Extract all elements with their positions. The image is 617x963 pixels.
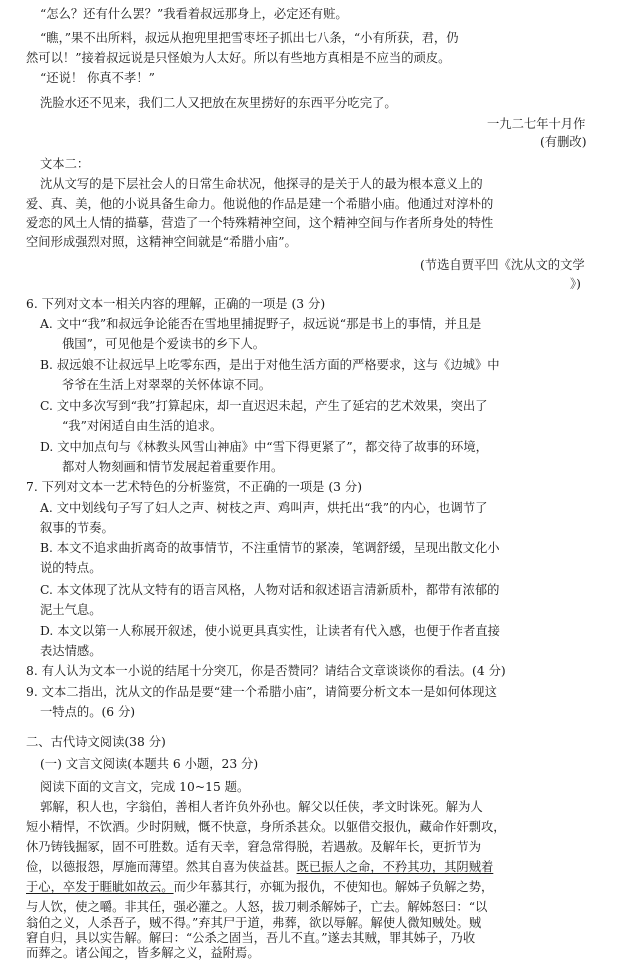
- option-a: 叙事的节奏。: [40, 521, 114, 535]
- option-d: D. 文中加点句与《林教头风雪山神庙》中“雪下得更紧了”，都交待了故事的环境，: [40, 440, 488, 454]
- option-b: B. 本文不追求曲折离奇的故事情节，不注重情节的紧凑，笔调舒缓，呈现出散文化小: [40, 541, 500, 555]
- classical-text-line: [26, 879, 493, 897]
- option-d: 都对人物刻画和情节发展起着重要作用。: [62, 460, 284, 474]
- option-a: A. 文中划线句子写了妇人之声、树枝之声、鸡叫声，烘托出“我”的内心，也调节了: [40, 501, 488, 515]
- classical-text-line: 郭解，积人也，字翁伯，善相人者许负外孙也。解父以任侠，孝文时诛死。解为人: [40, 800, 483, 814]
- classical-text-line: [26, 859, 493, 877]
- text2-source: (节选自贾平凹《沈从文的文学: [420, 258, 585, 272]
- underlined-sentence: 于心，卒发于睚眦如故云。: [26, 880, 174, 894]
- text-segment: 而少年慕其行，亦辄为报仇，不使知也。解姊子负解之势，: [173, 880, 494, 894]
- text1-paragraph: “怎么？还有什么罢？”我看着叔远那身上，必定还有赃。: [40, 7, 348, 21]
- classical-text-line: 而葬之。诸公闻之，皆多解之义，益附焉。: [26, 946, 260, 960]
- text2-line: 空间形成强烈对照，这精神空间就是“希腊小庙”。: [26, 235, 297, 249]
- option-d: D. 本文以第一人称展开叙述，使小说更具真实性，让读者有代入感，也便于作者直接: [40, 624, 500, 638]
- text1-date: 一九二七年十月作: [487, 117, 586, 131]
- text-segment: 俭，以德报怨，厚施而薄望。然其自喜为侠益甚。: [26, 860, 297, 874]
- option-b: B. 叔远娘不让叔远早上吃零东西，是出于对他生活方面的严格要求，这与《边城》中: [40, 358, 500, 372]
- option-c: 泥土气息。: [40, 603, 102, 617]
- reading-instruction: 阅读下面的文言文，完成 10~15 题。: [40, 780, 250, 794]
- text1-paragraph: 然可以！”接着叔远说是只怪娘为人太好。所以有些地方真相是不应当的顽皮。: [26, 51, 451, 65]
- classical-text-line: 与人饮，使之嚼。非其任，强必灌之。人怒，拔刀刺杀解姊子，亡去。解姊怒曰：“以: [26, 900, 488, 914]
- option-a: 俄国”，可见他是个爱读书的乡下人。: [62, 337, 266, 351]
- question-8: 8. 有人认为文本一小说的结尾十分突兀，你是否赞同？请结合文章谈谈你的看法。(4 分): [26, 664, 506, 678]
- text2-heading: 文本二：: [40, 157, 90, 171]
- question-9: 一特点的。(6 分): [40, 705, 136, 719]
- text1-note: (有删改): [540, 135, 587, 149]
- option-c: C. 本文体现了沈从文特有的语言风格，人物对话和叙述语言清新质朴，都带有浓郁的: [40, 583, 500, 597]
- underlined-sentence: 既已振人之命，不矜其功，其阴贼着: [296, 860, 494, 874]
- text1-paragraph: 洗脸水还不见来，我们二人又把放在灰里捞好的东西平分吃完了。: [40, 96, 397, 110]
- text2-line: 爱恋的风土人情的描摹，营造了一个特殊精神空间，这个精神空间与作者所身处的特性: [26, 216, 494, 230]
- option-d: 表达情感。: [40, 644, 102, 658]
- text2-source: 》): [570, 277, 581, 291]
- option-b: 爷爷在生活上对翠翠的关怀体谅不同。: [62, 378, 272, 392]
- text1-paragraph: “瞧，”果不出所料，叔远从抱兜里把雪枣坯子抓出七八条，“小有所获，君，仍: [40, 31, 459, 45]
- section-title: 二、古代诗文阅读(38 分): [26, 735, 166, 749]
- classical-text-line: 休乃铸钱掘冢，固不可胜数。适有天幸，窘急常得脱，若遇赦。及解年长，更折节为: [26, 840, 481, 854]
- question-6-stem: 6. 下列对文本一相关内容的理解，正确的一项是 (3 分): [26, 297, 326, 311]
- option-c: “我”对闲适自由生活的追求。: [62, 419, 223, 433]
- question-9: 9. 文本二指出，沈从文的作品是要“建一个希腊小庙”，请简要分析文本一是如何体现这: [26, 685, 497, 699]
- text2-line: 沈从文写的是下层社会人的日常生命状况，他探寻的是关于人的最为根本意义上的: [40, 177, 483, 191]
- classical-text-line: 窘自归，具以实告解。解曰：“公杀之固当，吾儿不直。”遂去其贼，罪其姊子，乃收: [26, 931, 476, 945]
- option-b: 说的特点。: [40, 561, 102, 575]
- option-a: A. 文中“我”和叔远争论能否在雪地里捕捉野子，叔远说“那是书上的事情，并且是: [40, 317, 482, 331]
- classical-text-line: 翁伯之义，人杀吾子，贼不得。”弃其尸于道，弗葬，欲以辱解。解使人微知贼处。贼: [26, 916, 482, 930]
- classical-text-line: 短小精悍，不饮酒。少时阴贼，慨不快意，身所杀甚众。以躯借交报仇，藏命作奸剽攻，: [26, 820, 506, 834]
- question-7-stem: 7. 下列对文本一艺术特色的分析鉴赏，不正确的一项是 (3 分): [26, 480, 363, 494]
- option-c: C. 文中多次写到“我”打算起床，却一直迟迟未起，产生了延宕的艺术效果，突出了: [40, 399, 488, 413]
- text1-paragraph: “还说！ 你真不孝！”: [40, 71, 155, 85]
- text2-line: 爱、真、美，他的小说具备生命力。他说他的作品是建一个希腊小庙。他通过对淳朴的: [26, 197, 494, 211]
- subsection-title: (一) 文言文阅读(本题共 6 小题，23 分): [40, 757, 259, 771]
